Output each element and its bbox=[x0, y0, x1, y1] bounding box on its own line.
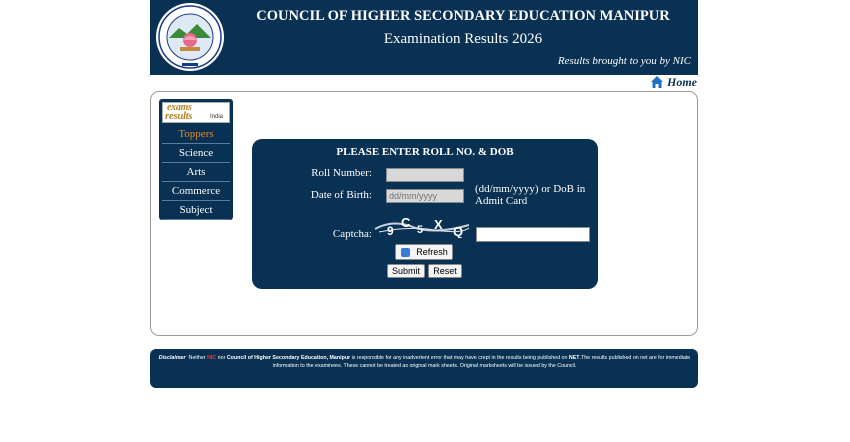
home-label: Home bbox=[667, 74, 697, 89]
sidebar-item-toppers[interactable]: Toppers bbox=[162, 125, 230, 144]
page-subtitle: Examination Results 2026 bbox=[383, 31, 543, 47]
captcha-char: Q bbox=[453, 224, 464, 238]
sidebar-item-commerce[interactable]: Commerce bbox=[162, 182, 230, 201]
captcha-char: 9 bbox=[387, 224, 394, 238]
home-link[interactable] bbox=[650, 74, 697, 90]
nic-credit: Results brought to you by NIC bbox=[557, 55, 691, 67]
result-form bbox=[252, 139, 598, 289]
captcha-char: C bbox=[401, 216, 411, 230]
disclaimer-text: Disclaimer Neither NIC nor Council of Higher Secondary Education, Manipur is responsible for any inadvertent error that may have crept in the results being published on NET.The results published on net are for immediate information to the examinees. These cannot be treated as original mark sheets. Original marksheets will be issued by the Council. bbox=[158, 355, 691, 369]
dob-input[interactable] bbox=[386, 189, 464, 203]
dob-label: Date of Birth: bbox=[310, 189, 372, 201]
sidebar-item-science[interactable]: Science bbox=[162, 144, 230, 163]
captcha-char: 5 bbox=[417, 224, 424, 236]
header-banner bbox=[150, 0, 698, 75]
footer-disclaimer bbox=[150, 349, 698, 388]
home-icon bbox=[650, 75, 664, 89]
captcha-image bbox=[373, 216, 471, 238]
exams-results-india-logo[interactable]: exams results India bbox=[162, 102, 230, 123]
roll-number-label: Roll Number: bbox=[311, 167, 372, 179]
content-panel bbox=[150, 91, 698, 336]
captcha-char: X bbox=[434, 217, 443, 232]
sidebar-item-arts[interactable]: Arts bbox=[162, 163, 230, 182]
reset-button[interactable]: Reset bbox=[428, 264, 462, 278]
roll-number-input[interactable] bbox=[386, 168, 464, 182]
captcha-input[interactable] bbox=[476, 227, 590, 242]
refresh-icon bbox=[401, 248, 410, 257]
sidebar-item-subject[interactable]: Subject bbox=[162, 201, 230, 220]
form-title: PLEASE ENTER ROLL NO. & DOB bbox=[336, 146, 514, 158]
captcha-label: Captcha: bbox=[332, 228, 372, 240]
sidebar bbox=[159, 99, 233, 220]
council-seal-logo bbox=[155, 2, 225, 72]
refresh-button[interactable]: Refresh bbox=[395, 244, 453, 260]
page-title: COUNCIL OF HIGHER SECONDARY EDUCATION MANIPUR bbox=[256, 8, 670, 24]
dob-hint: (dd/mm/yyyy) or DoB in Admit Card bbox=[475, 183, 586, 207]
submit-button[interactable]: Submit bbox=[387, 264, 425, 278]
